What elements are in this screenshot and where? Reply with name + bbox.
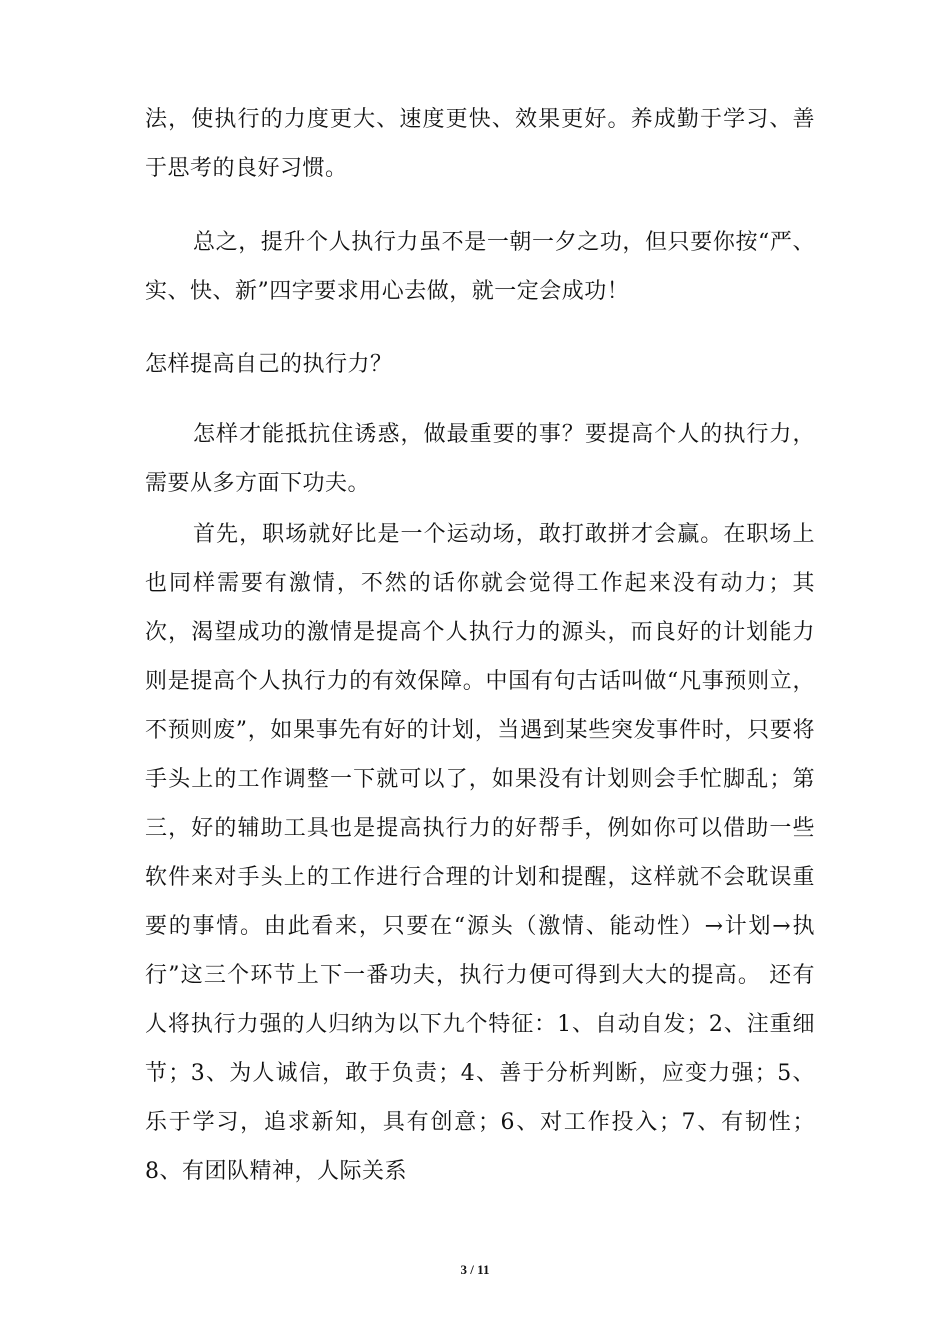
paragraph-continued	[145, 95, 815, 193]
paragraph-1: 法，使执行的力度更大、速度更快、效果更好。养成勤于学习、善于思考的良好习惯。	[145, 107, 815, 181]
paragraph-question-block	[145, 410, 815, 508]
page-number: 3 / 11	[460, 1262, 490, 1277]
section-heading: 怎样提高自己的执行力？	[145, 352, 393, 377]
paragraph-4: 首先，职场就好比是一个运动场，敢打敢拼才会赢。在职场上也同样需要有激情，不然的话你就会觉得工作起来没有动力；其次，渴望成功的激情是提高个人执行力的源头，而良好的计划能力则是提高个人执行力的有效保障。中国有句古话叫做“凡事预则立，不预则废”，如果事先有好的计划，当遇到某些突发事件时，只要将手头上的工作调整一下就可以了，如果没有计划则会手忙脚乱；第三，好的辅助工具也是提高执行力的好帮手，例如你可以借助一些软件来对手头上的工作进行合理的计划和提醒，这样就不会耽误重要的事情。由此看来，只要在“源头（激情、能动性）→计划→执行”这三个环节上下一番功夫，执行力便可得到大大的提高。 还有人将执行力强的人归纳为以下九个特征：1、自动自发；2、注重细节；3、为人诚信，敢于负责；4、善于分析判断，应变力强；5、乐于学习，追求新知，具有创意；6、对工作投入；7、有韧性；8、有团队精神，人际关系	[145, 522, 815, 1184]
paragraph-2: 总之，提升个人执行力虽不是一朝一夕之功，但只要你按“严、实、快、新”四字要求用心去做，就一定会成功！	[145, 230, 815, 304]
section-heading-block	[145, 340, 815, 389]
paragraph-3: 怎样才能抵抗住诱惑，做最重要的事？要提高个人的执行力，需要从多方面下功夫。	[145, 422, 815, 496]
paragraph-main-block	[145, 510, 815, 1196]
paragraph-conclusion-block	[145, 218, 815, 316]
